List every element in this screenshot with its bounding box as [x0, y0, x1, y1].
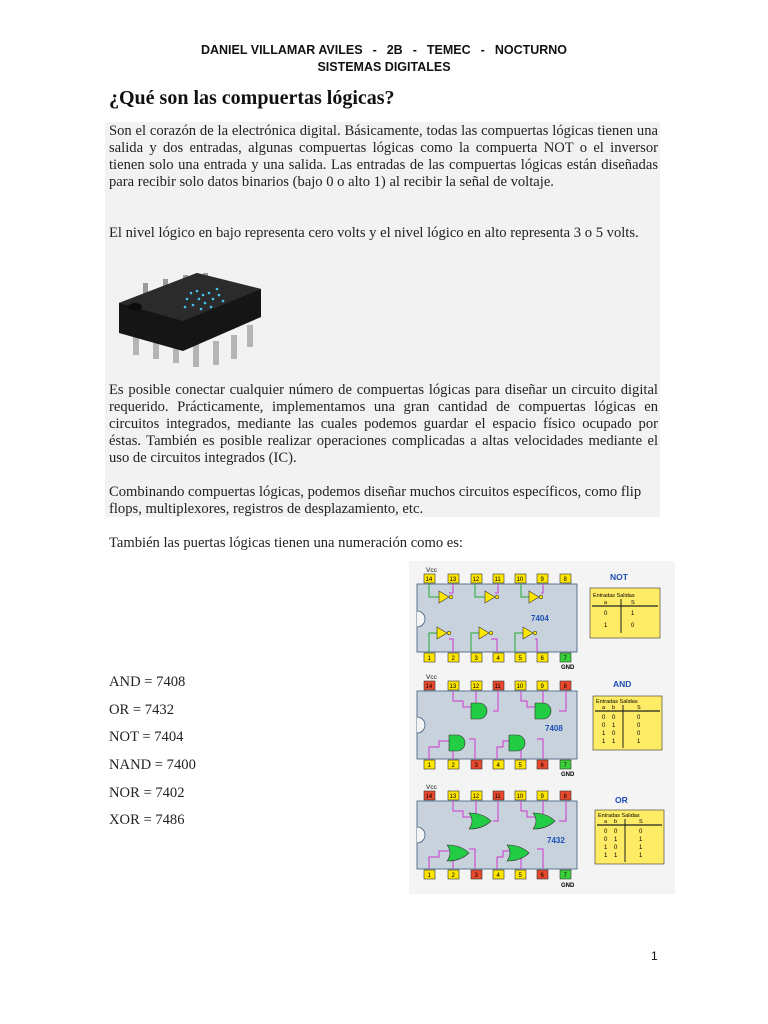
chip-7408-group [417, 674, 662, 778]
code-nor: NOR = 7402 [109, 784, 185, 801]
truth-table-col: S [637, 705, 641, 711]
truth-table-cell: 1 [631, 611, 635, 617]
pin-label: 1 [427, 763, 431, 769]
vcc-label: Vcc [426, 674, 437, 681]
truth-table-cell: 0 [614, 829, 618, 835]
pin-label: 8 [563, 577, 567, 583]
code-nand: NAND = 7400 [109, 757, 196, 774]
pin-label: 6 [540, 873, 544, 879]
ic-pinout-diagram [409, 561, 675, 894]
gate-name-label: OR [615, 795, 628, 805]
pin-label: 2 [451, 763, 455, 769]
pin-label: 10 [516, 794, 524, 800]
chip-7404-group [417, 567, 660, 671]
pin-label: 12 [472, 794, 480, 800]
pin-label: 12 [472, 577, 480, 583]
truth-table-col: S [631, 600, 635, 606]
pin-label: 9 [540, 684, 544, 690]
truth-table-cell: 0 [637, 715, 641, 721]
truth-table-col: b [612, 705, 616, 711]
pin-label: 14 [425, 684, 433, 690]
code-xor: XOR = 7486 [109, 812, 185, 829]
pin-label: 3 [474, 873, 478, 879]
truth-table-col: b [614, 819, 618, 825]
truth-table-cell: 0 [612, 731, 616, 737]
pin-label: 6 [540, 763, 544, 769]
truth-table-cell: 1 [639, 845, 643, 851]
pin-label: 13 [449, 684, 457, 690]
pin-label: 11 [494, 577, 501, 583]
pin-label: 13 [449, 577, 457, 583]
truth-table-cell: 0 [637, 731, 641, 737]
truth-table-cell: 1 [639, 853, 643, 859]
truth-table-cell: 1 [639, 837, 643, 843]
pin-label: 4 [496, 763, 500, 769]
truth-table-cell: 0 [631, 623, 635, 629]
chip-part-number: 7432 [547, 836, 565, 845]
truth-table-cell: 1 [612, 723, 616, 729]
page-title: ¿Qué son las compuertas lógicas? [109, 87, 395, 109]
paragraph-numbering: También las puertas lógicas tienen una numeración como es: [109, 535, 463, 551]
pin-label: 7 [563, 763, 567, 769]
truth-table-cell: 0 [604, 829, 608, 835]
pin-label: 11 [494, 684, 501, 690]
pin-label: 5 [518, 873, 522, 879]
pin-label: 13 [449, 794, 457, 800]
pin-label: 12 [472, 684, 480, 690]
truth-table-col: a [602, 705, 606, 711]
truth-table-cell: 1 [602, 731, 606, 737]
gnd-label: GND [561, 883, 575, 889]
truth-table-cell: 0 [602, 723, 606, 729]
author-name: DANIEL VILLAMAR AVILES [200, 43, 363, 57]
truth-table-header: Entradas Salidas [593, 593, 635, 599]
truth-table-cell: 0 [604, 611, 608, 617]
truth-table-col: a [604, 600, 608, 606]
truth-table-cell: 1 [614, 853, 618, 859]
code-and: AND = 7408 [109, 674, 186, 690]
header-separator: - [480, 43, 485, 57]
ic-chip-image [113, 263, 263, 373]
truth-table-cell: 1 [604, 845, 608, 851]
gate-name-label: AND [613, 679, 632, 689]
truth-table-cell: 0 [614, 845, 618, 851]
truth-table-cell: 1 [637, 739, 641, 745]
pin-label: 5 [518, 763, 522, 769]
truth-table-cell: 0 [612, 715, 616, 721]
truth-table-cell: 1 [604, 853, 608, 859]
gnd-label: GND [561, 665, 575, 671]
ic-code-list [109, 672, 196, 838]
pin-label: 14 [425, 794, 433, 800]
school-label: TEMEC [426, 43, 471, 57]
header-separator: - [412, 43, 417, 57]
truth-table-header: Entradas Salidas [598, 813, 640, 819]
paragraph-integrated-circuits: Es posible conectar cualquier número de compuertas lógicas para diseñar un circuito digital requerido. Prácticamente, implementamos una gran cantidad de compuertas lógicas en circuitos integrados, mediante las cuales podemos guardar el espacio físico ocupado por éstas. También es posible realizar operaciones complicadas a altas velocidades mediante el uso de circuitos integrados (IC). [109, 382, 658, 466]
top-pins [424, 791, 571, 800]
truth-table-col: S [639, 819, 643, 825]
pin-label: 1 [427, 873, 431, 879]
top-pins [424, 574, 571, 583]
pin-label: 6 [540, 656, 544, 662]
paragraph-combining: Combinando compuertas lógicas, podemos diseñar muchos circuitos específicos, como flip flops, multiplexores, registros de desplazamiento, etc. [109, 484, 642, 517]
truth-table-and [593, 696, 662, 750]
truth-table-cell: 1 [612, 739, 616, 745]
truth-table-cell: 0 [602, 715, 606, 721]
header-line-1 [0, 42, 768, 59]
truth-table-header: Entradas Salidas [596, 699, 638, 705]
top-pins [424, 681, 571, 690]
pin-label: 3 [474, 656, 478, 662]
shift-label: NOCTURNO [494, 43, 568, 57]
pin-label: 9 [540, 794, 544, 800]
chip-part-number: 7408 [545, 724, 563, 733]
truth-table-cell: 1 [614, 837, 618, 843]
gnd-label: GND [561, 772, 575, 778]
pin-label: 10 [516, 684, 524, 690]
pin-label: 8 [563, 684, 567, 690]
pin-label: 11 [494, 794, 501, 800]
page-number: 1 [651, 949, 658, 963]
pin-label: 3 [474, 763, 478, 769]
code-not: NOT = 7404 [109, 729, 184, 746]
pin-label: 7 [563, 656, 567, 662]
chip-part-number: 7404 [531, 614, 549, 623]
bottom-pins [424, 653, 571, 662]
truth-table-not [590, 588, 660, 638]
truth-table-cell: 0 [637, 723, 641, 729]
group-label: 2B [386, 43, 403, 57]
pin-label: 8 [563, 794, 567, 800]
vcc-label: Vcc [426, 784, 437, 791]
pin-label: 4 [496, 656, 500, 662]
pin-label: 5 [518, 656, 522, 662]
pin-label: 14 [425, 577, 433, 583]
gate-name-label: NOT [610, 572, 628, 582]
subject-label: SISTEMAS DIGITALES [317, 60, 451, 74]
vcc-label: Vcc [426, 567, 437, 574]
truth-table-or [595, 810, 664, 864]
pin-label: 2 [451, 656, 455, 662]
truth-table-cell: 0 [604, 837, 608, 843]
truth-table-cell: 0 [639, 829, 643, 835]
paragraph-intro: Son el corazón de la electrónica digital. Básicamente, todas las compuertas lógicas tienen una salida y dos entradas, algunas compuertas lógicas como la compuerta NOT o el inversor tienen solo una entrada y una salida. Las entradas de las compuertas lógicas están diseñadas para recibir solo datos binarios (bajo 0 o alto 1) al recibir la señal de voltaje. [109, 123, 658, 190]
bottom-pins [424, 760, 571, 769]
pin-label: 7 [563, 873, 567, 879]
truth-table-col: a [604, 819, 608, 825]
pin-label: 4 [496, 873, 500, 879]
chip-7432-group [417, 784, 664, 889]
bottom-pins [424, 870, 571, 879]
code-or: OR = 7432 [109, 701, 174, 718]
pin-label: 10 [516, 577, 524, 583]
truth-table-cell: 1 [602, 739, 606, 745]
header-separator: - [372, 43, 377, 57]
pin-label: 2 [451, 873, 455, 879]
truth-table-cell: 1 [604, 623, 608, 629]
pin-label: 1 [427, 656, 431, 662]
paragraph-levels: El nivel lógico en bajo representa cero volts y el nivel lógico en alto representa 3 o 5 volts. [109, 225, 639, 241]
document-header [0, 42, 768, 76]
pin-label: 9 [540, 577, 544, 583]
